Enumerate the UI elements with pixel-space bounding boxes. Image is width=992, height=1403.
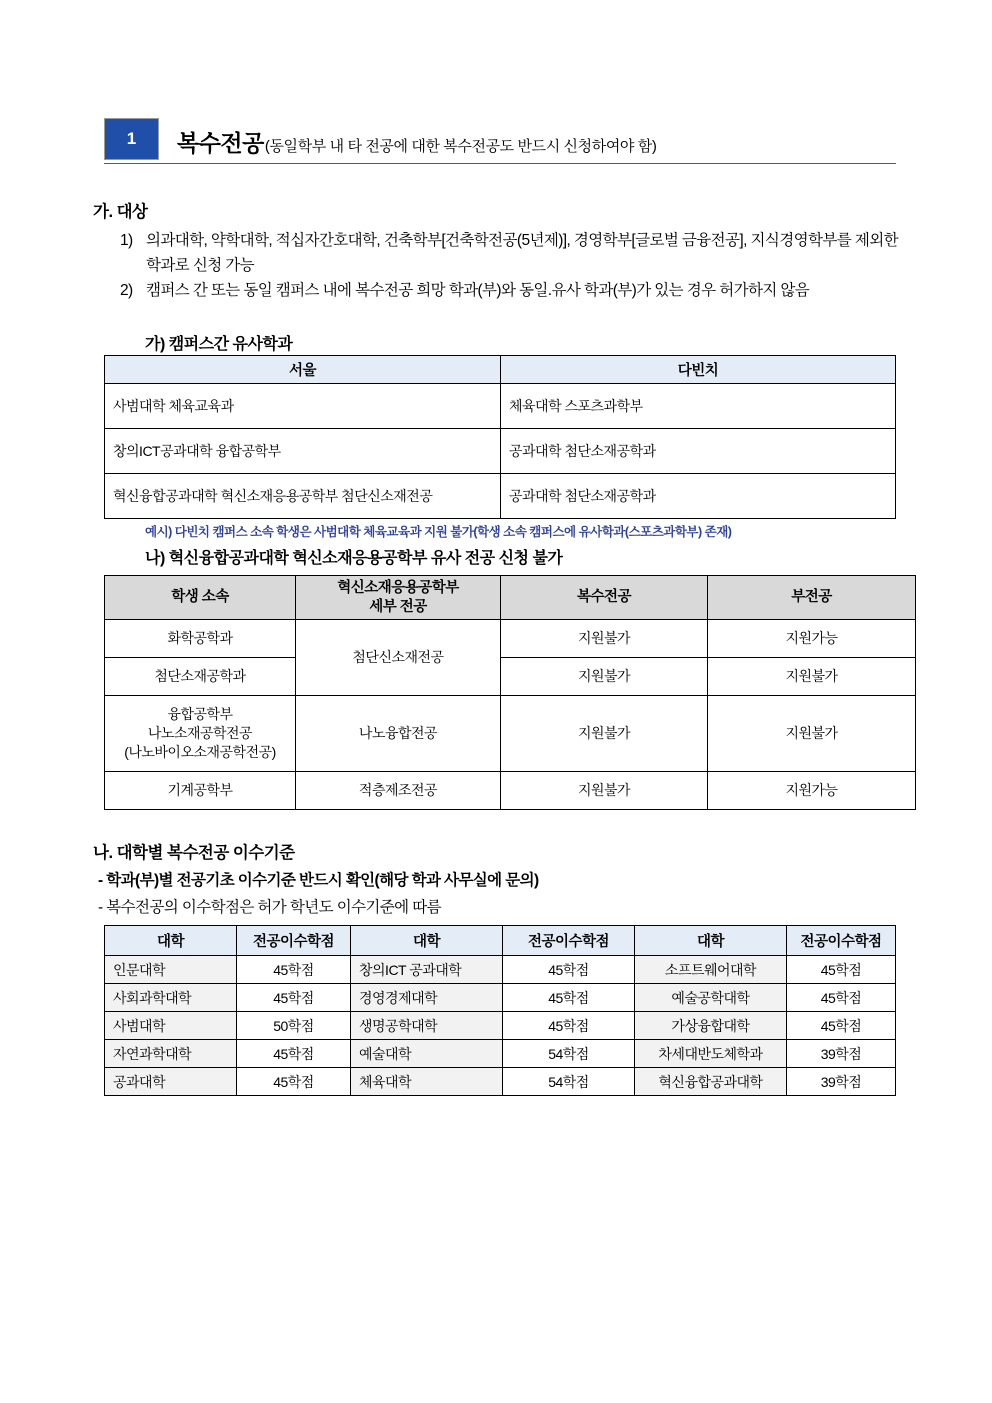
page-title: 복수전공 — [177, 130, 264, 156]
table-row — [105, 658, 916, 696]
cell-college: 혁신융합공과대학 — [635, 1068, 787, 1096]
column-header-detailed-major — [296, 576, 501, 620]
section-number-badge: 1 — [104, 118, 159, 160]
cell-credits: 45학점 — [237, 984, 351, 1012]
table-row — [105, 696, 916, 772]
list-item-1 — [120, 228, 910, 278]
table-innovation-major-restrictions — [104, 575, 916, 810]
header-line-1: 혁신소재응용공학부 — [337, 579, 459, 596]
column-header-credits-3: 전공이수학점 — [787, 926, 896, 956]
table-row — [105, 620, 916, 658]
cell-minor: 지원가능 — [708, 772, 916, 810]
table-credit-requirements — [104, 925, 896, 1096]
column-header-minor: 부전공 — [708, 576, 916, 620]
table-header-row — [105, 926, 896, 956]
table-header-row — [105, 576, 916, 620]
cell-credits: 45학점 — [503, 984, 635, 1012]
table-row — [105, 1012, 896, 1040]
cell-seoul-dept: 혁신융합공과대학 혁신소재응용공학부 첨단신소재전공 — [105, 474, 501, 519]
cell-double-major: 지원불가 — [501, 620, 708, 658]
cell-credits: 45학점 — [503, 956, 635, 984]
page-subtitle: (동일학부 내 타 전공에 대한 복수전공도 반드시 신청하여야 함) — [264, 138, 657, 155]
table-row — [105, 984, 896, 1012]
list-item-1-number: 1) — [120, 232, 133, 249]
column-header-davinci: 다빈치 — [501, 356, 896, 384]
section-title-wrap — [177, 125, 656, 160]
column-header-double-major: 복수전공 — [501, 576, 708, 620]
affiliation-line-3: (나노바이오소재공학전공) — [124, 744, 276, 760]
column-header-credits-1: 전공이수학점 — [237, 926, 351, 956]
cell-college: 차세대반도체학과 — [635, 1040, 787, 1068]
cell-davinci-dept: 체육대학 스포츠과학부 — [501, 384, 896, 429]
cell-credits: 45학점 — [237, 1040, 351, 1068]
cell-affiliation: 기계공학부 — [105, 772, 296, 810]
affiliation-line-1: 융합공학부 — [167, 706, 233, 722]
bullet-dept-basic-requirement: - 학과(부)별 전공기초 이수기준 반드시 확인(해당 학과 사무실에 문의) — [98, 872, 539, 889]
cell-credits: 45학점 — [787, 1012, 896, 1040]
header-line-2: 세부 전공 — [369, 598, 427, 615]
heading-credit-standards: 나. 대학별 복수전공 이수기준 — [93, 844, 295, 862]
list-item-2 — [120, 278, 910, 303]
cell-college: 자연과학대학 — [105, 1040, 237, 1068]
cell-credits: 39학점 — [787, 1068, 896, 1096]
cell-detailed-major: 나노융합전공 — [296, 696, 501, 772]
table-row — [105, 474, 896, 519]
cell-credits: 50학점 — [237, 1012, 351, 1040]
affiliation-line-2: 나노소재공학전공 — [147, 725, 253, 741]
cell-college: 예술공학대학 — [635, 984, 787, 1012]
cell-college: 경영경제대학 — [351, 984, 503, 1012]
cell-double-major: 지원불가 — [501, 772, 708, 810]
cell-credits: 45학점 — [787, 956, 896, 984]
cell-credits: 54학점 — [503, 1068, 635, 1096]
cell-college: 예술대학 — [351, 1040, 503, 1068]
cell-davinci-dept: 공과대학 첨단소재공학과 — [501, 474, 896, 519]
cell-college: 인문대학 — [105, 956, 237, 984]
cell-credits: 45학점 — [503, 1012, 635, 1040]
subheading-innovation-restriction: 나) 혁신융합공과대학 혁신소재응용공학부 유사 전공 신청 불가 — [145, 550, 563, 567]
cell-detailed-major: 적층제조전공 — [296, 772, 501, 810]
list-item-1-text: 의과대학, 약학대학, 적십자간호대학, 건축학부[건축학전공(5년제)], 경영학부[글로벌 금융전공], 지식경영학부를 제외한 학과로 신청 가능 — [146, 232, 898, 274]
cell-credits: 39학점 — [787, 1040, 896, 1068]
cell-credits: 45학점 — [237, 1068, 351, 1096]
cell-college: 소프트웨어대학 — [635, 956, 787, 984]
column-header-credits-2: 전공이수학점 — [503, 926, 635, 956]
cell-college: 창의ICT 공과대학 — [351, 956, 503, 984]
column-header-student-affiliation: 학생 소속 — [105, 576, 296, 620]
cell-affiliation: 첨단소재공학과 — [105, 658, 296, 696]
cell-seoul-dept: 사범대학 체육교육과 — [105, 384, 501, 429]
table-row — [105, 429, 896, 474]
cell-affiliation — [105, 696, 296, 772]
column-header-college-1: 대학 — [105, 926, 237, 956]
heading-target: 가. 대상 — [93, 203, 148, 221]
column-header-college-3: 대학 — [635, 926, 787, 956]
bullet-credit-by-year: - 복수전공의 이수학점은 허가 학년도 이수기준에 따름 — [98, 899, 442, 916]
table-row — [105, 956, 896, 984]
cell-college: 사범대학 — [105, 1012, 237, 1040]
list-item-2-number: 2) — [120, 282, 133, 299]
section-header — [104, 118, 896, 164]
cell-credits: 54학점 — [503, 1040, 635, 1068]
cell-college: 가상융합대학 — [635, 1012, 787, 1040]
cell-minor: 지원가능 — [708, 620, 916, 658]
cell-detailed-major: 첨단신소재전공 — [296, 620, 501, 696]
cell-double-major: 지원불가 — [501, 696, 708, 772]
cell-seoul-dept: 창의ICT공과대학 융합공학부 — [105, 429, 501, 474]
cell-minor: 지원불가 — [708, 696, 916, 772]
cell-minor: 지원불가 — [708, 658, 916, 696]
cell-college: 사회과학대학 — [105, 984, 237, 1012]
column-header-college-2: 대학 — [351, 926, 503, 956]
table-row — [105, 1068, 896, 1096]
cell-college: 체육대학 — [351, 1068, 503, 1096]
list-item-2-text: 캠퍼스 간 또는 동일 캠퍼스 내에 복수전공 희망 학과(부)와 동일.유사 학과(부)가 있는 경우 허가하지 않음 — [146, 282, 810, 299]
example-note: 예시) 다빈치 캠퍼스 소속 학생은 사범대학 체육교육과 지원 불가(학생 소속 캠퍼스에 유사학과(스포츠과학부) 존재) — [145, 525, 732, 539]
table-row — [105, 384, 896, 429]
cell-affiliation: 화학공학과 — [105, 620, 296, 658]
cell-college: 생명공학대학 — [351, 1012, 503, 1040]
column-header-seoul: 서울 — [105, 356, 501, 384]
cell-davinci-dept: 공과대학 첨단소재공학과 — [501, 429, 896, 474]
cell-college: 공과대학 — [105, 1068, 237, 1096]
subheading-campus-similar: 가) 캠퍼스간 유사학과 — [145, 336, 293, 353]
table-row — [105, 1040, 896, 1068]
cell-double-major: 지원불가 — [501, 658, 708, 696]
cell-credits: 45학점 — [787, 984, 896, 1012]
table-row — [105, 772, 916, 810]
table-header-row — [105, 356, 896, 384]
table-campus-similar-departments — [104, 355, 896, 519]
cell-credits: 45학점 — [237, 956, 351, 984]
